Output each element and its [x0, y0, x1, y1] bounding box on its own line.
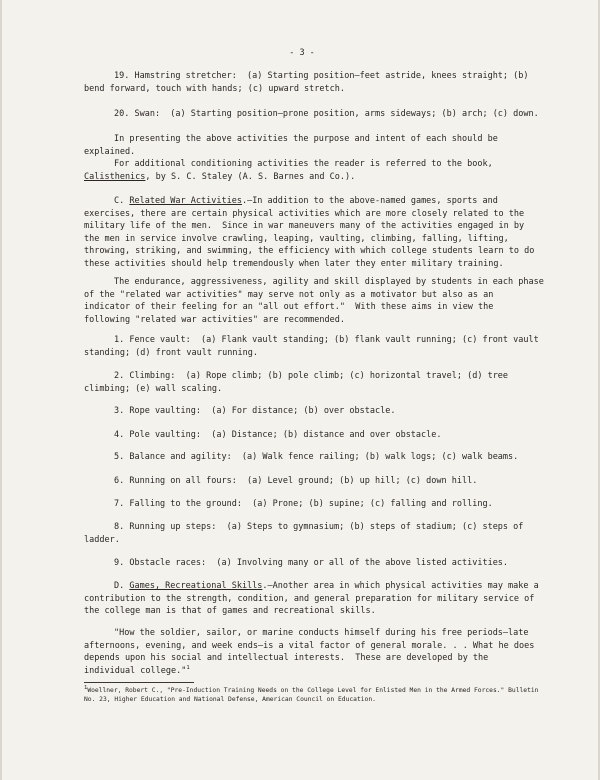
- section-d-text: .—Another area in which physical activities may make a contribution to the strength, condition, and general preparation for military service of the college man is that of games and recreational skills.: [84, 581, 544, 616]
- paragraph-endurance: The endurance, aggressiveness, agility and skill displayed by students in each phase of the "related war activities" may serve not only as a motivator but also as an indicator of their feeling for an "all out effort." With these aims in view the following "related war activities" are recommended.: [84, 277, 549, 325]
- document-page: [2, 0, 598, 780]
- referral-citation: , by S. C. Staley (A. S. Barnes and Co.).: [145, 171, 356, 182]
- section-c-letter: C.: [114, 196, 130, 206]
- item-swan: 20. Swan: (a) Starting position—prone position, arms sideways; (b) arch; (c) down.: [114, 109, 539, 119]
- section-c-paragraph: [84, 195, 544, 270]
- paragraph-referral: [84, 158, 544, 183]
- war-activity-item: 6. Running on all fours: (a) Level ground; (b) up hill; (c) down hill.: [114, 476, 478, 486]
- page-number: - 3 -: [289, 48, 315, 58]
- block-quote: [84, 627, 544, 677]
- section-d-letter: D.: [114, 581, 130, 591]
- footnote-divider: [84, 682, 194, 683]
- footnote: [84, 686, 544, 704]
- war-activity-item: 3. Rope vaulting: (a) For distance; (b) over obstacle.: [114, 406, 396, 416]
- war-activity-item: 1. Fence vault: (a) Flank vault standing; (b) flank vault running; (c) front vault standing; (d) front vault running.: [84, 335, 544, 358]
- footnote-text: Woellner, Robert C., "Pre-Induction Training Needs on the College Level for Enlisted Men in the Armed Forces." Bulletin No. 23, Higher Education and National Defense, American Council on Education.: [84, 687, 539, 703]
- paragraph-explain: In presenting the above activities the purpose and intent of each should be explained.: [84, 134, 503, 157]
- war-activity-item: 9. Obstacle races: (a) Involving many or all of the above listed activities.: [114, 558, 509, 568]
- section-c-text: .—In addition to the above-named games, sports and exercises, there are certain physical activities which are more closely related to the military life of the men. Since in war maneuvers many of the activities engaged in by the men in service involve crawling, leaping, vaulting, climbing, falling, lifting, throwing, striking, and swimming, the efficiency with which college students learn to do these activities should help tremendously when later they enter military training.: [84, 196, 540, 269]
- quote-text: "How the soldier, sailor, or marine conducts himself during his free periods—late afternoons, evening, and week ends—is a vital factor of general morale. . . What he does depends upon his social and intellectual interests. These are developed by the individual college.": [84, 628, 540, 676]
- war-activity-item: 8. Running up steps: (a) Steps to gymnasium; (b) steps of stadium; (c) steps of ladder.: [84, 522, 529, 545]
- footnote-reference: 1: [186, 664, 190, 671]
- referral-text: For additional conditioning activities the reader is referred to the book,: [114, 159, 498, 169]
- item-hamstring-stretcher: 19. Hamstring stretcher: (a) Starting position—feet astride, knees straight; (b) bend forward, touch with hands; (c) upward stretch.: [84, 71, 534, 94]
- section-d-paragraph: [84, 580, 544, 618]
- war-activity-item: 4. Pole vaulting: (a) Distance; (b) distance and over obstacle.: [114, 430, 442, 440]
- war-activity-item: 2. Climbing: (a) Rope climb; (b) pole climb; (c) horizontal travel; (d) tree climbing; (e) wall scaling.: [84, 371, 514, 394]
- war-activity-item: 7. Falling to the ground: (a) Prone; (b) supine; (c) falling and rolling.: [114, 499, 493, 509]
- footnote-marker: 1: [84, 684, 88, 691]
- book-title: Calisthenics: [84, 171, 146, 182]
- section-d-heading: Games, Recreational Skills: [129, 581, 263, 591]
- section-c-heading: Related War Activities: [129, 196, 242, 206]
- war-activity-item: 5. Balance and agility: (a) Walk fence railing; (b) walk logs; (c) walk beams.: [114, 452, 519, 462]
